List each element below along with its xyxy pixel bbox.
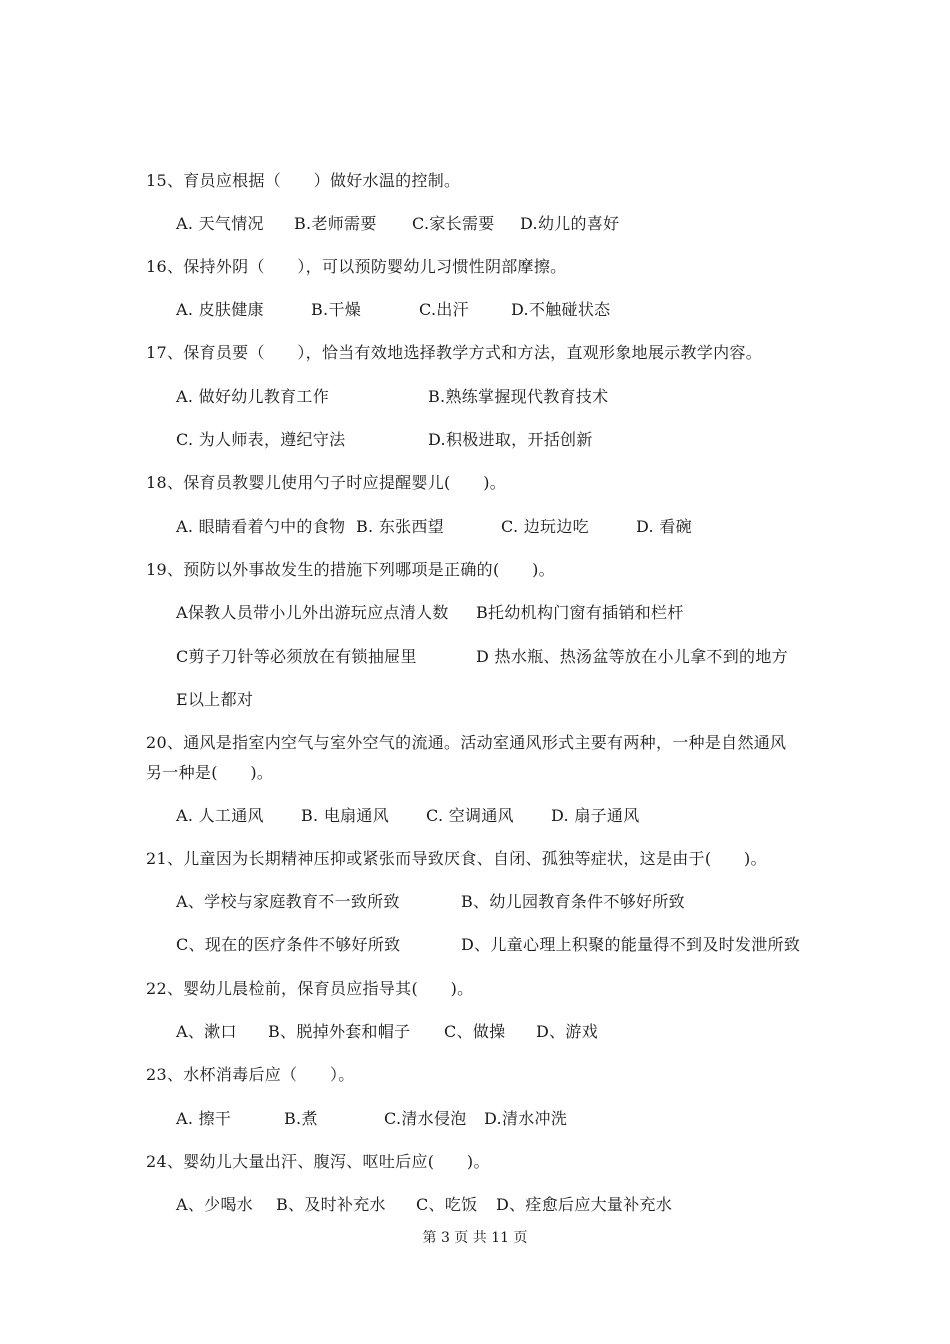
question-21-option-a: A、学校与家庭教育不一致所致 xyxy=(176,892,400,911)
question-24-options xyxy=(176,1194,672,1216)
question-19-option-a: A保教人员带小儿外出游玩应点清人数 xyxy=(176,603,449,622)
question-17-option-c: C. 为人师表，遵纪守法 xyxy=(176,430,346,449)
question-23-option-a: A. 擦干 xyxy=(176,1109,232,1128)
page-number-footer: 第 3 页 共 11 页 xyxy=(422,1230,528,1246)
question-22-options xyxy=(176,1021,598,1043)
question-20-option-a: A. 人工通风 xyxy=(176,806,264,825)
question-16-option-a: A. 皮肤健康 xyxy=(176,300,264,319)
question-20-options xyxy=(176,805,640,827)
question-18-option-a: A. 眼睛看着勺中的食物 xyxy=(176,517,346,536)
question-18-option-d: D. 看碗 xyxy=(636,517,692,536)
question-24-option-b: B、及时补充水 xyxy=(276,1195,386,1214)
question-23-stem: 23、水杯消毒后应（ ）。 xyxy=(146,1065,355,1084)
question-21-option-b: B、幼儿园教育条件不够好所致 xyxy=(461,892,685,911)
question-17-option-a: A. 做好幼儿教育工作 xyxy=(176,387,330,406)
question-22-stem: 22、婴幼儿晨检前，保育员应指导其( )。 xyxy=(146,979,474,998)
question-19-option-e: E以上都对 xyxy=(176,690,254,709)
question-23-option-b: B.煮 xyxy=(284,1109,318,1128)
question-15-stem: 15、育员应根据（ ）做好水温的控制。 xyxy=(146,171,461,190)
question-16-option-b: B.干燥 xyxy=(311,300,362,319)
question-21-stem: 21、儿童因为长期精神压抑或紧张而导致厌食、自闭、孤独等症状，这是由于( )。 xyxy=(146,849,767,868)
question-24-option-d: D、痊愈后应大量补充水 xyxy=(496,1195,673,1214)
question-15-option-c: C.家长需要 xyxy=(412,214,495,233)
question-22-option-c: C、做操 xyxy=(444,1022,506,1041)
question-18-option-b: B. 东张西望 xyxy=(356,517,445,536)
question-23-options xyxy=(176,1108,567,1130)
question-18-option-c: C. 边玩边吃 xyxy=(501,517,589,536)
question-16-option-d: D.不触碰状态 xyxy=(511,300,611,319)
question-22-option-d: D、游戏 xyxy=(536,1022,599,1041)
question-17-option-b: B.熟练掌握现代教育技术 xyxy=(428,387,609,406)
question-15-options xyxy=(176,213,619,235)
question-24-option-a: A、少喝水 xyxy=(176,1195,254,1214)
question-24-option-c: C、吃饭 xyxy=(416,1195,478,1214)
question-20-option-b: B. 电扇通风 xyxy=(301,806,390,825)
question-19-options-row2 xyxy=(176,646,788,668)
question-16-options xyxy=(176,299,610,321)
question-17-stem: 17、保育员要（ ），恰当有效地选择教学方式和方法，直观形象地展示教学内容。 xyxy=(146,343,763,362)
question-22-option-b: B、脱掉外套和帽子 xyxy=(268,1022,411,1041)
question-18-stem: 18、保育员教婴儿使用勺子时应提醒婴儿( )。 xyxy=(146,473,507,492)
question-18-options xyxy=(176,516,692,538)
question-20-stem-continued: 另一种是( )。 xyxy=(146,763,274,782)
question-23-option-d: D.清水冲洗 xyxy=(484,1109,568,1128)
question-16-stem: 16、保持外阴（ ），可以预防婴幼儿习惯性阴部摩擦。 xyxy=(146,257,567,276)
question-17-options-row1 xyxy=(176,386,608,408)
question-23-option-c: C.清水侵泡 xyxy=(384,1109,467,1128)
question-19-stem: 19、预防以外事故发生的措施下列哪项是正确的( )。 xyxy=(146,560,555,579)
question-22-option-a: A、漱口 xyxy=(176,1022,237,1041)
question-15-option-a: A. 天气情况 xyxy=(176,214,264,233)
question-24-stem: 24、婴幼儿大量出汗、腹泻、呕吐后应( )。 xyxy=(146,1152,490,1171)
question-19-option-c: C剪子刀针等必须放在有锁抽屉里 xyxy=(176,647,417,666)
question-17-option-d: D.积极进取，开括创新 xyxy=(428,430,593,449)
question-19-options-row1 xyxy=(176,602,684,624)
question-19-option-b: B托幼机构门窗有插销和栏杆 xyxy=(476,603,684,622)
question-20-option-c: C. 空调通风 xyxy=(426,806,514,825)
question-21-options-row1 xyxy=(176,891,685,913)
question-21-options-row2 xyxy=(176,934,800,956)
question-19-option-d: D 热水瓶、热汤盆等放在小儿拿不到的地方 xyxy=(476,647,788,666)
question-15-option-d: D.幼儿的喜好 xyxy=(520,214,620,233)
question-21-option-d: D、儿童心理上积聚的能量得不到及时发泄所致 xyxy=(461,935,801,954)
question-17-options-row2 xyxy=(176,429,593,451)
question-20-stem: 20、通风是指室内空气与室外空气的流通。活动室通风形式主要有两种，一种是自然通风 xyxy=(146,733,787,752)
question-20-option-d: D. 扇子通风 xyxy=(551,806,640,825)
question-21-option-c: C、现在的医疗条件不够好所致 xyxy=(176,935,401,954)
question-15-option-b: B.老师需要 xyxy=(294,214,377,233)
question-16-option-c: C.出汗 xyxy=(419,300,469,319)
